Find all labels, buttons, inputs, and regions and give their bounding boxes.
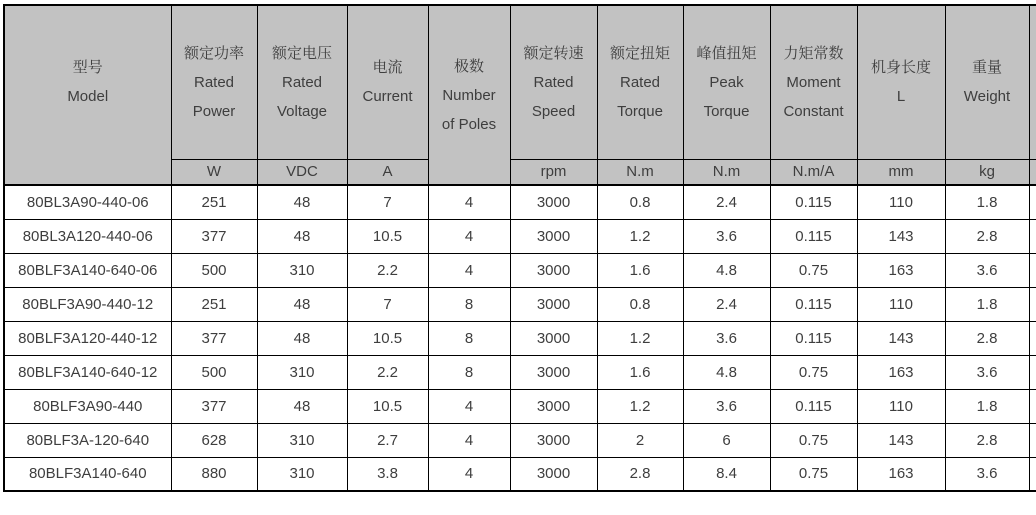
table-cell: 3000	[510, 253, 597, 287]
table-cell: 7	[347, 287, 428, 321]
table-cell: 48	[257, 287, 347, 321]
cutoff-cell	[1029, 185, 1036, 219]
header-line: 额定电压	[271, 44, 332, 62]
table-cell: 2.8	[945, 423, 1029, 457]
header-line: L	[896, 88, 906, 106]
table-cell: 3000	[510, 287, 597, 321]
col-header-rated-speed	[510, 5, 597, 159]
table-cell: 2.8	[945, 219, 1029, 253]
table-cell: 1.2	[597, 321, 683, 355]
table-cell: 143	[857, 423, 945, 457]
table-cell: 500	[171, 355, 257, 389]
header-line: Number	[442, 86, 496, 104]
table-cell: 163	[857, 355, 945, 389]
table-cell: 3.8	[347, 457, 428, 491]
table-cell: 2.2	[347, 253, 428, 287]
table-cell: 1.6	[597, 253, 683, 287]
unit-cell: rpm	[510, 159, 597, 185]
table-row	[4, 287, 1036, 321]
table-cell: 1.8	[945, 185, 1029, 219]
table-cell: 8.4	[683, 457, 770, 491]
table-row	[4, 423, 1036, 457]
header-line: Torque	[617, 102, 663, 120]
table-cell: 163	[857, 253, 945, 287]
table-cell-model: 80BLF3A-120-640	[4, 423, 171, 457]
table-cell: 1.2	[597, 219, 683, 253]
header-line: Weight	[963, 88, 1011, 106]
motor-spec-table	[3, 4, 1036, 492]
table-cell: 2.2	[347, 355, 428, 389]
table-cell-model: 80BLF3A90-440-12	[4, 287, 171, 321]
table-cell: 3000	[510, 321, 597, 355]
col-header-moment-constant	[770, 5, 857, 159]
table-cell: 3000	[510, 355, 597, 389]
table-row	[4, 321, 1036, 355]
unit-cell: N.m	[597, 159, 683, 185]
cutoff-cell	[1029, 253, 1036, 287]
table-cell: 8	[428, 321, 510, 355]
header-line: Model	[67, 88, 109, 105]
cutoff-cell	[1029, 457, 1036, 491]
col-header-poles	[428, 5, 510, 185]
header-line: Moment	[786, 73, 841, 91]
table-cell: 2.7	[347, 423, 428, 457]
header-line: 极数	[453, 57, 484, 75]
unit-cell: N.m/A	[770, 159, 857, 185]
table-cell: 377	[171, 389, 257, 423]
table-cell: 4	[428, 457, 510, 491]
table-cell: 310	[257, 355, 347, 389]
table-cell: 48	[257, 321, 347, 355]
table-cell-model: 80BLF3A90-440	[4, 389, 171, 423]
table-cell: 163	[857, 457, 945, 491]
col-header-rated-power	[171, 5, 257, 159]
header-line: 型号	[72, 59, 103, 76]
unit-cell: VDC	[257, 159, 347, 185]
cutoff-cell	[1029, 219, 1036, 253]
header-line: Speed	[531, 102, 576, 120]
table-cell: 1.2	[597, 389, 683, 423]
header-line: 额定功率	[183, 44, 244, 62]
table-cell: 143	[857, 321, 945, 355]
unit-cell: N.m	[683, 159, 770, 185]
table-cell: 0.115	[770, 287, 857, 321]
table-cell: 310	[257, 423, 347, 457]
table-cell: 110	[857, 389, 945, 423]
header-line: Rated	[619, 73, 661, 91]
col-header-current	[347, 5, 428, 159]
table-cell: 8	[428, 287, 510, 321]
table-cell: 8	[428, 355, 510, 389]
table-cell: 0.8	[597, 185, 683, 219]
table-cell: 3.6	[945, 457, 1029, 491]
table-cell: 10.5	[347, 321, 428, 355]
header-line: Torque	[703, 102, 750, 120]
table-cell: 110	[857, 287, 945, 321]
table-cell: 310	[257, 457, 347, 491]
unit-cell: mm	[857, 159, 945, 185]
table-cell: 10.5	[347, 389, 428, 423]
table-cell-model: 80BLF3A140-640-06	[4, 253, 171, 287]
table-cell: 4.8	[683, 253, 770, 287]
table-cell: 3.6	[683, 389, 770, 423]
table-cell: 6	[683, 423, 770, 457]
table-cell: 10.5	[347, 219, 428, 253]
table-cell: 48	[257, 185, 347, 219]
header-line: 峰值扭矩	[696, 44, 757, 62]
header-line: 额定转速	[523, 44, 584, 62]
header-line: 力矩常数	[783, 44, 844, 62]
table-cell: 3000	[510, 389, 597, 423]
col-header-model	[4, 5, 171, 185]
table-cell: 3.6	[945, 253, 1029, 287]
table-cell: 0.115	[770, 185, 857, 219]
table-cell: 110	[857, 185, 945, 219]
table-cell: 3.6	[945, 355, 1029, 389]
header-line: 重量	[971, 59, 1002, 77]
table-cell: 0.115	[770, 219, 857, 253]
table-cell-model: 80BLF3A120-440-12	[4, 321, 171, 355]
cutoff-cell	[1029, 423, 1036, 457]
table-cell: 2	[597, 423, 683, 457]
table-cell: 3.6	[683, 321, 770, 355]
table-cell-model: 80BL3A90-440-06	[4, 185, 171, 219]
table-cell: 3.6	[683, 219, 770, 253]
table-cell: 48	[257, 389, 347, 423]
table-row	[4, 457, 1036, 491]
table-cell: 4	[428, 389, 510, 423]
table-cell: 377	[171, 321, 257, 355]
table-cell: 1.8	[945, 389, 1029, 423]
table-cell: 0.75	[770, 253, 857, 287]
table-row	[4, 389, 1036, 423]
table-cell: 0.75	[770, 457, 857, 491]
table-cell: 4	[428, 253, 510, 287]
table-row	[4, 185, 1036, 219]
header-line: Voltage	[276, 102, 328, 120]
table-cell: 310	[257, 253, 347, 287]
unit-cell: kg	[945, 159, 1029, 185]
cutoff-cell	[1029, 287, 1036, 321]
table-cell: 3000	[510, 185, 597, 219]
cutoff-cell	[1029, 389, 1036, 423]
table-cell: 628	[171, 423, 257, 457]
table-cell: 2.4	[683, 287, 770, 321]
table-cell: 1.8	[945, 287, 1029, 321]
header-row-titles	[4, 5, 1036, 159]
header-line: Rated	[533, 73, 574, 91]
table-cell: 3000	[510, 423, 597, 457]
cutoff-cell	[1029, 321, 1036, 355]
table-cell: 4	[428, 185, 510, 219]
cutoff-column-header	[1029, 159, 1036, 185]
unit-cell: W	[171, 159, 257, 185]
col-header-weight	[945, 5, 1029, 159]
table-cell: 3000	[510, 219, 597, 253]
table-cell: 500	[171, 253, 257, 287]
table-cell: 251	[171, 185, 257, 219]
table-cell: 7	[347, 185, 428, 219]
col-header-rated-torque	[597, 5, 683, 159]
table-cell: 48	[257, 219, 347, 253]
table-cell: 251	[171, 287, 257, 321]
table-cell: 2.8	[597, 457, 683, 491]
table-cell: 0.115	[770, 321, 857, 355]
table-cell: 1.6	[597, 355, 683, 389]
cutoff-column-header	[1029, 5, 1036, 159]
table-cell-model: 80BL3A120-440-06	[4, 219, 171, 253]
table-cell: 0.8	[597, 287, 683, 321]
cutoff-cell	[1029, 355, 1036, 389]
table-cell: 0.75	[770, 355, 857, 389]
col-header-body-length	[857, 5, 945, 159]
table-cell: 0.115	[770, 389, 857, 423]
table-cell: 2.8	[945, 321, 1029, 355]
table-row	[4, 355, 1036, 389]
header-line: Rated	[281, 73, 323, 91]
header-line: Constant	[783, 102, 844, 120]
table-cell: 3000	[510, 457, 597, 491]
table-cell: 143	[857, 219, 945, 253]
header-line: Power	[192, 102, 236, 120]
table-cell-model: 80BLF3A140-640-12	[4, 355, 171, 389]
table-cell: 4.8	[683, 355, 770, 389]
header-line: 机身长度	[870, 59, 931, 77]
table-cell-model: 80BLF3A140-640	[4, 457, 171, 491]
table-cell: 880	[171, 457, 257, 491]
table-cell: 377	[171, 219, 257, 253]
col-header-peak-torque	[683, 5, 770, 159]
table-cell: 2.4	[683, 185, 770, 219]
header-line: Current	[362, 88, 413, 106]
table-cell: 4	[428, 423, 510, 457]
table-cell: 0.75	[770, 423, 857, 457]
table-row	[4, 253, 1036, 287]
unit-cell: A	[347, 159, 428, 185]
header-line: Rated	[193, 73, 235, 91]
header-line: 电流	[372, 59, 403, 77]
header-line: 额定扭矩	[609, 44, 670, 62]
table-cell: 4	[428, 219, 510, 253]
header-line: of Poles	[441, 115, 497, 133]
col-header-rated-voltage	[257, 5, 347, 159]
header-line: Peak	[709, 73, 744, 91]
table-row	[4, 219, 1036, 253]
